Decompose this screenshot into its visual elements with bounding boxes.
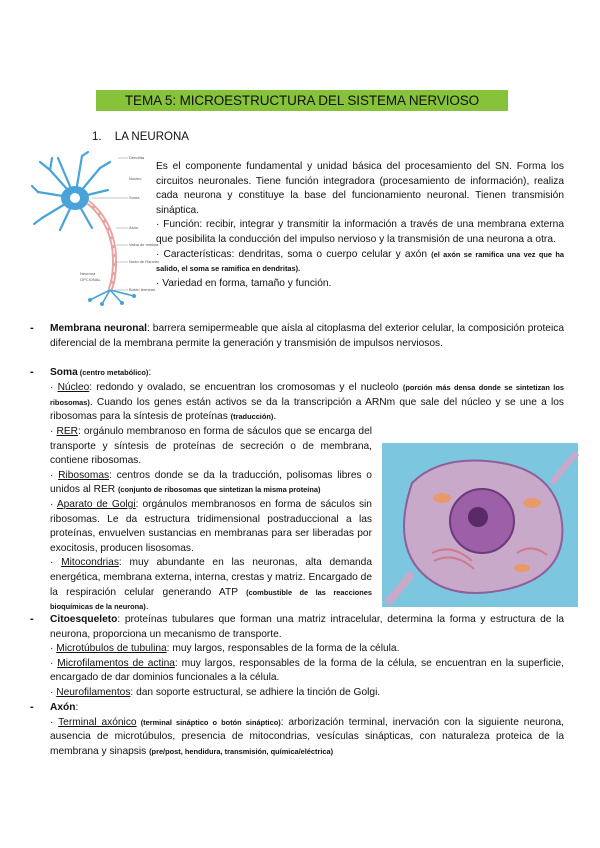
citoesqueleto-term: Citoesqueleto [50,614,118,625]
neuron-figure [30,150,160,306]
ribo-prefix: · [50,469,59,481]
ribosomas-text: : centros donde se da la traducción, polisomas libres o unidos al RER [50,469,372,496]
terminal-axonico-note: (terminal sináptico o botón sináptico) [136,717,281,727]
bullet-axon: - [30,701,34,713]
intro-variedad: · Variedad en forma, tamaño y función. [156,277,332,289]
ribosomas-paragraph [50,469,372,498]
axon-block [50,701,564,759]
golgi-prefix: · [50,498,57,510]
membrana-text: : barrera semipermeable que aísla al citoplasma del exterior celular, la composición proteica diferencial de la membrana permite la generación y transmisión de impulsos nerviosos. [50,323,564,349]
fig-label-axon: Axón [129,225,139,230]
mitocondrias-text: : muy abundante en las neuronas, alta demanda energética, membrana externa, interna, crestas y matriz. Encargado de la respiración celular generando ATP [50,557,372,598]
golgi-text: : orgánulos membranosos en forma de sáculos sin ribosomas. Le da estructura tridimensional postraduccional a las proteínas, envuelven sustancias en membranas para ser liberadas por exocitosis, producen lisosomas. [50,498,372,554]
nf-prefix: · [50,686,57,698]
fig-label-boton: Botón terminal [129,287,155,292]
fig-label-soma: Soma [129,195,140,200]
nucleo-paragraph [50,381,564,425]
nucleo-text: : redondo y ovalado, se encuentran los cromosomas y el nucleolo [89,382,403,393]
soma-colon: : [148,367,152,378]
rer-term: RER [56,426,78,437]
bullet-membrana: - [30,322,34,334]
axon-heading [50,701,564,716]
microtubulos-text: : muy largos, responsables de la forma de la célula. [166,643,400,655]
axon-colon: : [75,702,79,713]
nucleo-term: Núcleo [57,382,90,393]
intro-definition: Es el componente fundamental y unidad básica del procesamiento del SN. Forma los circuitos neuronales. Tiene función integradora (procesamiento de información), realiza cada neurona y constituye la base del funcionamiento neuronal. Tienen transmisión sináptica. [156,161,564,216]
microfilamentos-text: : muy largos, responsables de la forma de la célula, se encuentran en la superficie, encargado de dar dominios funcionales a la célula. [50,657,564,684]
section-heading [92,131,189,143]
nucleo-note: (porción más densa donde se sintetizan los ribosomas) [50,383,564,407]
nucleo-end: . [273,411,277,423]
ribosomas-term: Ribosomas [58,469,110,481]
citoesqueleto-text: : proteínas tubulares que forman una matriz intracelular, determina la forma y estructura de la neurona, proporciona un mecanismo de transporte. [50,614,564,640]
soma-note: (centro metabólico) [77,368,149,377]
soma-heading [50,366,564,381]
nucleo-note2: (traducción) [230,412,274,422]
mitocondrias-paragraph [50,556,372,614]
terminal-axonico-note2: (pre/post, hendidura, transmisión, química/eléctrica) [149,746,334,756]
axon-term: Axón [50,702,76,713]
fig-label-nucleo: Núcleo [129,176,142,181]
neurofilamentos-paragraph [50,686,564,701]
mito-prefix: · [50,557,62,569]
fig-label-ranvier: Nodo de Ranvier [129,259,160,264]
microtubulos-term: Microtúbulos de tubulina [56,643,167,655]
micro-prefix: · [50,643,57,655]
microfilamentos-term: Microfilamentos de actina [57,657,175,669]
terminal-axonico-term: Terminal axónico [58,716,137,728]
neurofilamentos-text: : dan soporte estructural, se adhiere la tinción de Golgi. [130,686,381,698]
membrana-paragraph [50,322,564,351]
fig-label-mielina: Vaina de mielina [129,242,159,247]
intro-funcion: · Función: recibir, integrar y transmitir la información a través de una membrana externa que posibilita la conducción del impulso nervioso y la transmisión de una neurona a otra. [156,219,564,245]
fig-label-opcional: OPCIONAL [80,277,101,282]
intro-caracteristicas-text: · Características: dendritas, soma o cuerpo celular y axón [156,248,432,260]
rer-prefix: · [50,426,57,437]
fig-label-dendrita: Dendrita [129,155,145,160]
intro-caracteristicas [156,248,564,277]
terminal-axonico-text: : arborización terminal, inervación con la siguiente neurona, ausencia de microtúbulos, presencia de mitocondrias, vesículas sinápticas, con naturaleza proteica de la membrana y sinapsis [50,716,564,757]
nucleo-text2: . Cuando los genes están activos se da la transcripción a ARNm que sale del núcleo y se une a los ribosomas para la síntesis de proteínas [50,396,564,423]
section-title: LA NEURONA [114,131,189,143]
ribosomas-note: (conjunto de ribosomas que sintetizan la misma proteína) [117,485,321,495]
fig-label-neurona: Neurona [80,271,96,276]
mitocondrias-note: (combustible de las reacciones bioquímicas de la neurona) [50,587,372,612]
citoesqueleto-block [50,613,564,701]
terminal-axonico-paragraph [50,716,564,760]
bullet-citoesqueleto: - [30,613,34,625]
citoesqueleto-paragraph [50,613,564,642]
intro-block [156,160,564,291]
rer-text: : orgánulo membranoso en forma de sáculos que se encarga del transporte y síntesis de proteínas de secreción o de membrana, contiene ribosomas. [50,426,372,467]
soma-term: Soma [50,367,78,378]
nucleo-prefix: · [50,382,58,393]
membrana-term: Membrana neuronal [50,323,147,334]
bullet-soma: - [30,366,34,378]
cell-illustration [382,443,578,607]
section-number: 1. [92,131,102,143]
golgi-paragraph [50,498,372,556]
organelles-block [50,425,372,615]
page-title: TEMA 5: MICROESTRUCTURA DEL SISTEMA NERVIOSO [96,90,508,111]
intro-caracteristicas-note: (el axón se ramifica una vez que ha salido, el soma se ramifica en dendritas). [156,249,565,274]
microfilamentos-paragraph [50,657,564,686]
rer-paragraph [50,425,372,469]
mito-end: . [145,601,149,613]
mf-prefix: · [50,657,58,669]
golgi-term: Aparato de Golgi [56,498,136,510]
neurofilamentos-term: Neurofilamentos [56,686,131,698]
mitocondrias-term: Mitocondrias [61,557,119,569]
microtubulos-paragraph [50,642,564,657]
terminal-prefix: · [50,716,59,728]
